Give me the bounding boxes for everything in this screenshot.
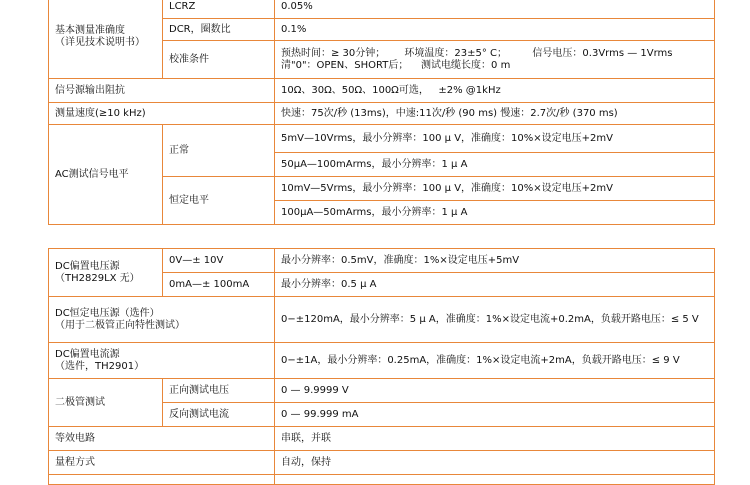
range-mode-label: 量程方式 [49, 451, 275, 475]
speed-value: 快速：75次/秒 (13ms)，中速:11次/秒 (90 ms) 慢速：2.7次/秒 (370 ms) [275, 103, 715, 125]
calib-value [275, 41, 715, 79]
dcr-value: 0.1% [275, 19, 715, 41]
calib-line-2: 清"0"：OPEN、SHORT后； 测试电缆长度：0 m [281, 59, 511, 71]
dc-bias-i-spec: 最小分辨率：0.5 μ A [275, 273, 715, 297]
calib-label: 校准条件 [163, 41, 275, 79]
diode-fwd-value: 0 — 9.9999 V [275, 379, 715, 403]
ac-const-current: 100μA—50mArms，最小分辨率：1 μ A [275, 201, 715, 225]
dc-bias-i-range: 0mA—± 100mA [163, 273, 275, 297]
accuracy-label: 基本测量准确度 （详见技术说明书） [49, 0, 163, 79]
diode-fwd-label: 正向测试电压 [163, 379, 275, 403]
spec-table-1 [48, 0, 715, 225]
diode-label: 二极管测试 [49, 379, 163, 427]
lcrz-value: 0.05% [275, 0, 715, 19]
lcrz-label: LCRZ [163, 0, 275, 19]
dc-bias-i-value: 0−±1A，最小分辨率：0.25mA，准确度：1%×设定电流+2mA，负载开路电压：≤ 9 V [275, 343, 715, 379]
dc-const-v-label: DC恒定电压源（选件） （用于二极管正向特性测试） [49, 297, 275, 343]
dcr-label: DCR，圈数比 [163, 19, 275, 41]
dc-bias-v-label: DC偏置电压源 （TH2829LX 无） [49, 249, 163, 297]
dc-bias-v-spec: 最小分辨率：0.5mV，准确度：1%×设定电压+5mV [275, 249, 715, 273]
spec-table-2 [48, 248, 715, 485]
equiv-circuit-value: 串联，并联 [275, 427, 715, 451]
dc-const-v-value: 0−±120mA，最小分辨率：5 μ A，准确度：1%×设定电流+0.2mA，负载开路电压：≤ 5 V [275, 297, 715, 343]
range-mode-value: 自动，保持 [275, 451, 715, 475]
partial-row-label [49, 475, 275, 485]
partial-row-value [275, 475, 715, 485]
output-impedance-value: 10Ω、30Ω、50Ω、100Ω可选， ±2% @1kHz [275, 79, 715, 103]
diode-rev-value: 0 — 99.999 mA [275, 403, 715, 427]
diode-rev-label: 反向测试电流 [163, 403, 275, 427]
speed-label: 测量速度(≥10 kHz) [49, 103, 275, 125]
dc-bias-v-range: 0V—± 10V [163, 249, 275, 273]
ac-normal-label: 正常 [163, 125, 275, 177]
ac-const-voltage: 10mV—5Vrms，最小分辨率：100 μ V，准确度：10%×设定电压+2mV [275, 177, 715, 201]
dc-bias-i-label: DC偏置电流源 （选件，TH2901） [49, 343, 275, 379]
calib-line-1: 预热时间：≥ 30分钟； 环境温度：23±5° C； 信号电压：0.3Vrms — 1Vrms [281, 47, 673, 59]
ac-const-label: 恒定电平 [163, 177, 275, 225]
equiv-circuit-label: 等效电路 [49, 427, 275, 451]
ac-normal-voltage: 5mV—10Vrms，最小分辨率：100 μ V，准确度：10%×设定电压+2mV [275, 125, 715, 153]
ac-level-label: AC测试信号电平 [49, 125, 163, 225]
ac-normal-current: 50μA—100mArms，最小分辨率：1 μ A [275, 153, 715, 177]
output-impedance-label: 信号源输出阻抗 [49, 79, 275, 103]
